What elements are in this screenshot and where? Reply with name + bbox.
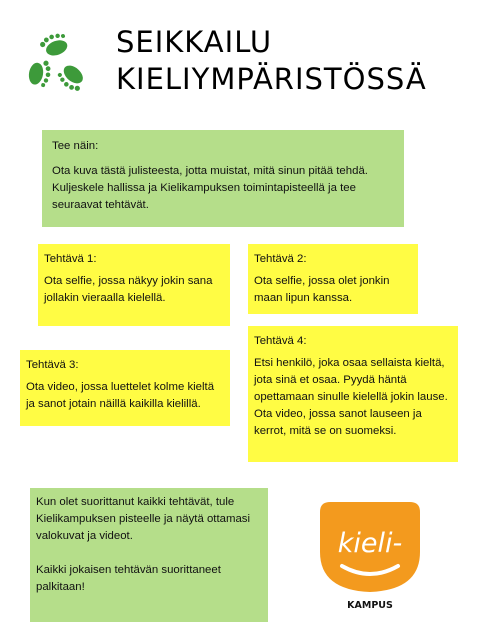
- task-4-box: [248, 326, 458, 462]
- task-2-box: [248, 244, 418, 314]
- task-3-text: Ota video, jossa luettelet kolme kieltä ja sanot jotain näillä kaikilla kielillä.: [26, 381, 215, 410]
- task-1-text: Ota selfie, jossa näkyy jokin sana jollakin vieraalla kielellä.: [44, 275, 213, 304]
- task-4-text: Etsi henkilö, joka osaa sellaista kieltä, jota sinä et osaa. Pyydä häntä opettamaan sinulle kielellä jokin lause. Ota video, jossa sanot lauseen ja kerrot, mitä se on suomeksi.: [254, 357, 448, 437]
- task-2-text: Ota selfie, jossa olet jonkin maan lipun kanssa.: [254, 275, 390, 304]
- reward-text: Kaikki jokaisen tehtävän suorittaneet palkitaan!: [36, 564, 221, 593]
- task-2-title: Tehtävä 2:: [254, 253, 307, 265]
- task-1-box: [38, 244, 230, 326]
- title-line-1: SEIKKAILU: [116, 25, 273, 59]
- task-4-title: Tehtävä 4:: [254, 335, 307, 347]
- task-3-box: [20, 350, 230, 426]
- footprints-recycle-logo: [22, 30, 90, 98]
- task-1-title: Tehtävä 1:: [44, 253, 97, 265]
- poster-title: [116, 24, 427, 98]
- instructions-text: Ota kuva tästä julisteesta, jotta muistat, mitä sinun pitää tehdä. Kuljeskele hallissa ja Kielikampuksen toimintapisteellä ja tee seuraavat tehtävät.: [52, 165, 368, 211]
- kielikampus-logo: [316, 494, 424, 612]
- task-3-title: Tehtävä 3:: [26, 359, 79, 371]
- title-line-2: KIELIYMPÄRISTÖSSÄ: [116, 62, 427, 96]
- completion-box: [30, 488, 268, 622]
- logo-subtitle: KAMPUS: [347, 600, 393, 611]
- instructions-heading: Tee näin:: [52, 140, 99, 152]
- instructions-box: [42, 130, 404, 227]
- logo-word: kieli-: [337, 528, 403, 559]
- completion-text: Kun olet suorittanut kaikki tehtävät, tule Kielikampuksen pisteelle ja näytä ottamasi valokuvat ja videot.: [36, 496, 251, 542]
